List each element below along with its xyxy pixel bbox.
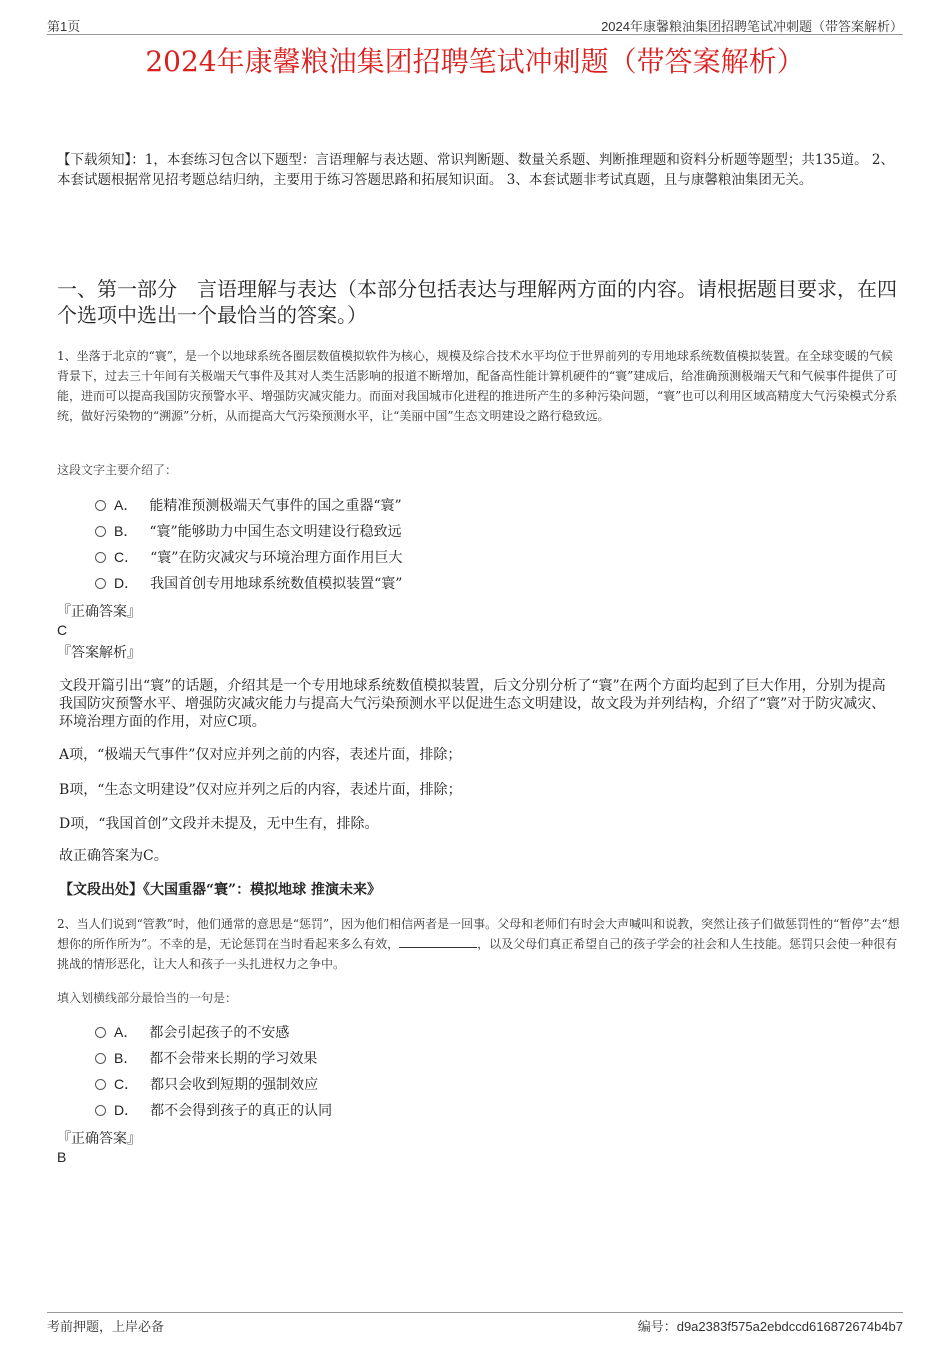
radio-icon[interactable] [95, 552, 106, 563]
section-heading: 一、第一部分 言语理解与表达（本部分包括表达与理解两方面的内容。请根据题目要求，在四个选项中选出一个最恰当的答案。） [57, 277, 897, 327]
fill-blank [399, 935, 477, 948]
option-text: 都不会得到孩子的真正的认同 [150, 1103, 333, 1119]
question-1-options [95, 494, 695, 598]
page-footer [47, 1312, 903, 1335]
question-2-options [95, 1021, 695, 1125]
question-1-text: 1、坐落于北京的“寰”，是一个以地球系统各圈层数值模拟软件为核心，规模及综合技术水平均位于世界前列的专用地球系统数值模拟装置。在全球变暖的气候背景下，过去三十年间有关极端天气事件及其对人类生活影响的报道不断增加，配备高性能计算机硬件的“寰”建成后，给准确预测极端天气和气候事件提供了可能，进而可以提高我国防灾预警水平、增强防灾减灾能力。而面对我国城市化进程的推进所产生的多种污染问题，“寰”也可以利用区域高精度大气污染模式分系统，做好污染物的“溯源”分析，从而提高大气污染预测水平，让“美丽中国”生态文明建设之路行稳致远。 [57, 349, 898, 423]
source-label: 【文段出处】 [59, 882, 143, 898]
analysis-label: 『答案解析』 [57, 645, 141, 661]
footer-slogan: 考前押题，上岸必备 [47, 1319, 165, 1334]
question-2-prompt: 填入划横线部分最恰当的一句是： [57, 991, 238, 1005]
option-text: 我国首创专用地球系统数值模拟装置“寰” [150, 576, 403, 592]
option-text: 都只会收到短期的强制效应 [150, 1077, 319, 1093]
source-title: 《大国重器“寰”：模拟地球 推演未来》 [143, 882, 381, 898]
option-a[interactable]: A． 能精准预测极端天气事件的国之重器“寰” [95, 494, 695, 520]
analysis-option-d: D项，“我国首创”文段并未提及，无中生有，排除。 [59, 816, 379, 832]
option-c[interactable]: C． 都只会收到短期的强制效应 [95, 1073, 695, 1099]
radio-icon[interactable] [95, 500, 106, 511]
radio-icon[interactable] [95, 1027, 106, 1038]
analysis-conclusion: 故正确答案为C。 [59, 848, 168, 864]
analysis-option-a: A项，“极端天气事件”仅对应并列之前的内容，表述片面，排除； [59, 747, 462, 763]
option-text: “寰”在防灾减灾与环境治理方面作用巨大 [150, 550, 403, 566]
correct-answer-label: 『正确答案』 [57, 604, 141, 620]
correct-answer-label: 『正确答案』 [57, 1131, 141, 1147]
option-a[interactable]: A． 都会引起孩子的不安感 [95, 1021, 695, 1047]
page-number: 第1页 [47, 19, 81, 34]
analysis-option-b: B项，“生态文明建设”仅对应并列之后的内容，表述片面，排除； [59, 782, 462, 798]
option-c[interactable]: C． “寰”在防灾减灾与环境治理方面作用巨大 [95, 546, 695, 572]
option-d[interactable]: D． 我国首创专用地球系统数值模拟装置“寰” [95, 572, 695, 598]
radio-icon[interactable] [95, 578, 106, 589]
option-b[interactable]: B． 都不会带来长期的学习效果 [95, 1047, 695, 1073]
analysis-text: 文段开篇引出“寰”的话题，介绍其是一个专用地球系统数值模拟装置，后文分别分析了“寰”在两个方面均起到了巨大作用，分别为提高我国防灾预警水平、增强防灾减灾能力与提高大气污染预测水平以促进生态文明建设，故文段为并列结构，介绍了“寰”对于防灾减灾、环境治理方面的作用，对应C项。 [59, 678, 886, 730]
correct-answer: B [57, 1149, 67, 1165]
radio-icon[interactable] [95, 1053, 106, 1064]
document-title: 2024年康馨粮油集团招聘笔试冲刺题（带答案解析） [145, 45, 805, 78]
radio-icon[interactable] [95, 1079, 106, 1090]
option-b[interactable]: B． “寰”能够助力中国生态文明建设行稳致远 [95, 520, 695, 546]
document-code: 编号：d9a2383f575a2ebdccd616872674b4b7 [637, 1319, 903, 1334]
radio-icon[interactable] [95, 1105, 106, 1116]
option-text: 都会引起孩子的不安感 [149, 1025, 290, 1041]
radio-icon[interactable] [95, 526, 106, 537]
question-1-prompt: 这段文字主要介绍了： [57, 463, 178, 477]
option-text: “寰”能够助力中国生态文明建设行稳致远 [149, 524, 402, 540]
header-doc-title: 2024年康馨粮油集团招聘笔试冲刺题（带答案解析） [601, 19, 903, 34]
option-d[interactable]: D． 都不会得到孩子的真正的认同 [95, 1099, 695, 1125]
option-text: 都不会带来长期的学习效果 [149, 1051, 318, 1067]
correct-answer: C [57, 622, 68, 638]
option-text: 能精准预测极端天气事件的国之重器“寰” [149, 498, 402, 514]
download-notice: 【下载须知】：1，本套练习包含以下题型：言语理解与表达题、常识判断题、数量关系题、判断推理题和资料分析题等题型；共135道。 2、本套试题根据常见招考题总结归纳，主要用于练习答题思路和拓展知识面。 3、本套试题非考试真题，且与康馨粮油集团无关。 [57, 152, 894, 188]
page-header [47, 14, 903, 35]
question-2-text: 2、当人们说到“管教”时，他们通常的意思是“惩罚”，因为他们相信两者是一回事。父母和老师们有时会大声喊叫和说教，突然让孩子们做惩罚性的“暂停”去“想想你的所作所为”。不幸的是，无论惩罚在当时看起来多么有效， ，以及父母们真正希望自己的孩子学会的社会和人生技能。惩罚只会使一种很有挑战的情形恶化，让大人和孩子一头扎进权力之争中。 [57, 917, 900, 971]
text-source [59, 880, 381, 900]
